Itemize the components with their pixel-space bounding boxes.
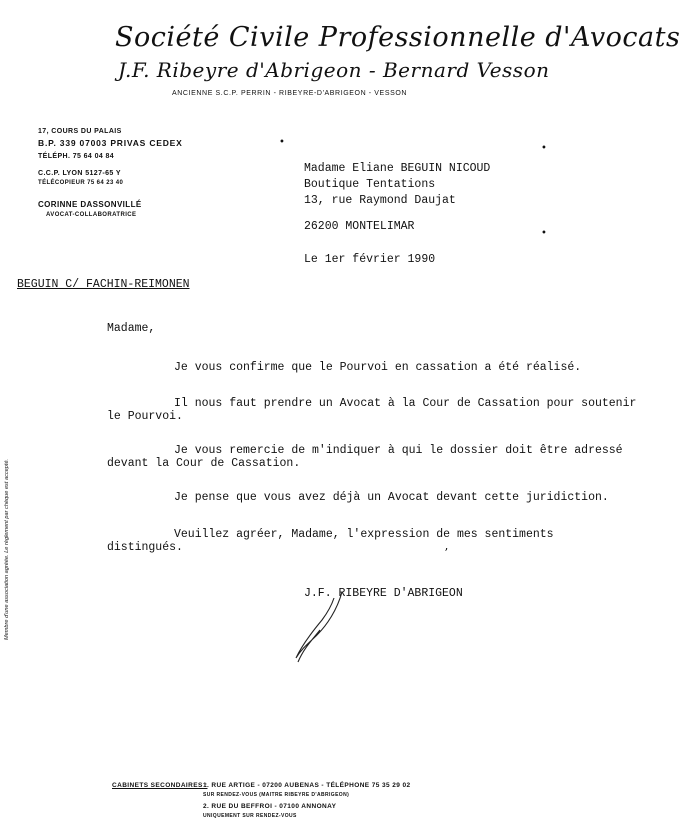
firm-name-line1: Société Civile Professionnelle d'Avocats: [115, 22, 680, 53]
former-firm-name: ANCIENNE S.C.P. PERRIN - RIBEYRE-D'ABRIGEON - VESSON: [172, 90, 408, 97]
paragraph-2-line-1: Il nous faut prendre un Avocat à la Cour de Cassation pour soutenir: [174, 397, 637, 410]
sender-ccp: C.C.P. LYON 5127-65 Y: [38, 170, 121, 177]
firm-name-line2: J.F. Ribeyre d'Abrigeon - Bernard Vesson: [118, 58, 550, 82]
secondary-office-1: 1. RUE ARTIGE - 07200 AUBENAS - TÉLÉPHONE 75 35 29 02: [203, 782, 411, 789]
side-legal-note: Membre d'une association agréée. Le règlement par chèque est accepté.: [4, 458, 10, 640]
sender-telephone: TÉLÉPH. 75 64 04 84: [38, 153, 115, 160]
closing-line-1: Veuillez agréer, Madame, l'expression de mes sentiments: [174, 528, 554, 541]
ink-mark: ʼ: [444, 546, 448, 560]
case-reference: BEGUIN C/ FACHIN-REIMONEN: [17, 278, 190, 291]
paragraph-4: Je pense que vous avez déjà un Avocat devant cette juridiction.: [174, 491, 609, 504]
sender-associate-role: AVOCAT-COLLABORATRICE: [46, 212, 137, 218]
signer-name: J.F. RIBEYRE D'ABRIGEON: [304, 587, 463, 600]
secondary-office-2-note: UNIQUEMENT SUR RENDEZ-VOUS: [203, 813, 297, 819]
secondary-office-1-note: SUR RENDEZ-VOUS (MAITRE RIBEYRE D'ABRIGEON): [203, 792, 350, 798]
recipient-company: Boutique Tentations: [304, 178, 436, 191]
paragraph-3-line-2: devant la Cour de Cassation.: [107, 457, 301, 470]
sender-street: 17, COURS DU PALAIS: [38, 128, 122, 135]
salutation: Madame,: [107, 322, 156, 335]
sender-postbox: B.P. 339 07003 PRIVAS CEDEX: [38, 138, 183, 148]
handwritten-signature: [282, 590, 352, 665]
paragraph-2-line-2: le Pourvoi.: [107, 410, 183, 423]
secondary-offices-label: CABINETS SECONDAIRES :: [112, 782, 208, 789]
closing-line-2: distingués.: [107, 541, 183, 554]
recipient-city: 26200 MONTELIMAR: [304, 220, 415, 233]
fold-mark: •: [279, 137, 285, 148]
paragraph-1: Je vous confirme que le Pourvoi en cassation a été réalisé.: [174, 361, 582, 374]
recipient-street: 13, rue Raymond Daujat: [304, 194, 456, 207]
sender-associate-name: CORINNE DASSONVILLÉ: [38, 200, 142, 209]
sender-fax: TÉLÉCOPIEUR 75 64 23 40: [38, 180, 124, 186]
recipient-name: Madame Eliane BEGUIN NICOUD: [304, 162, 491, 175]
fold-mark: •: [541, 228, 547, 239]
letter-date: Le 1er février 1990: [304, 253, 436, 266]
fold-mark: •: [541, 143, 547, 154]
secondary-office-2: 2. RUE DU BEFFROI - 07100 ANNONAY: [203, 803, 337, 810]
paragraph-3-line-1: Je vous remercie de m'indiquer à qui le dossier doit être adressé: [174, 444, 623, 457]
